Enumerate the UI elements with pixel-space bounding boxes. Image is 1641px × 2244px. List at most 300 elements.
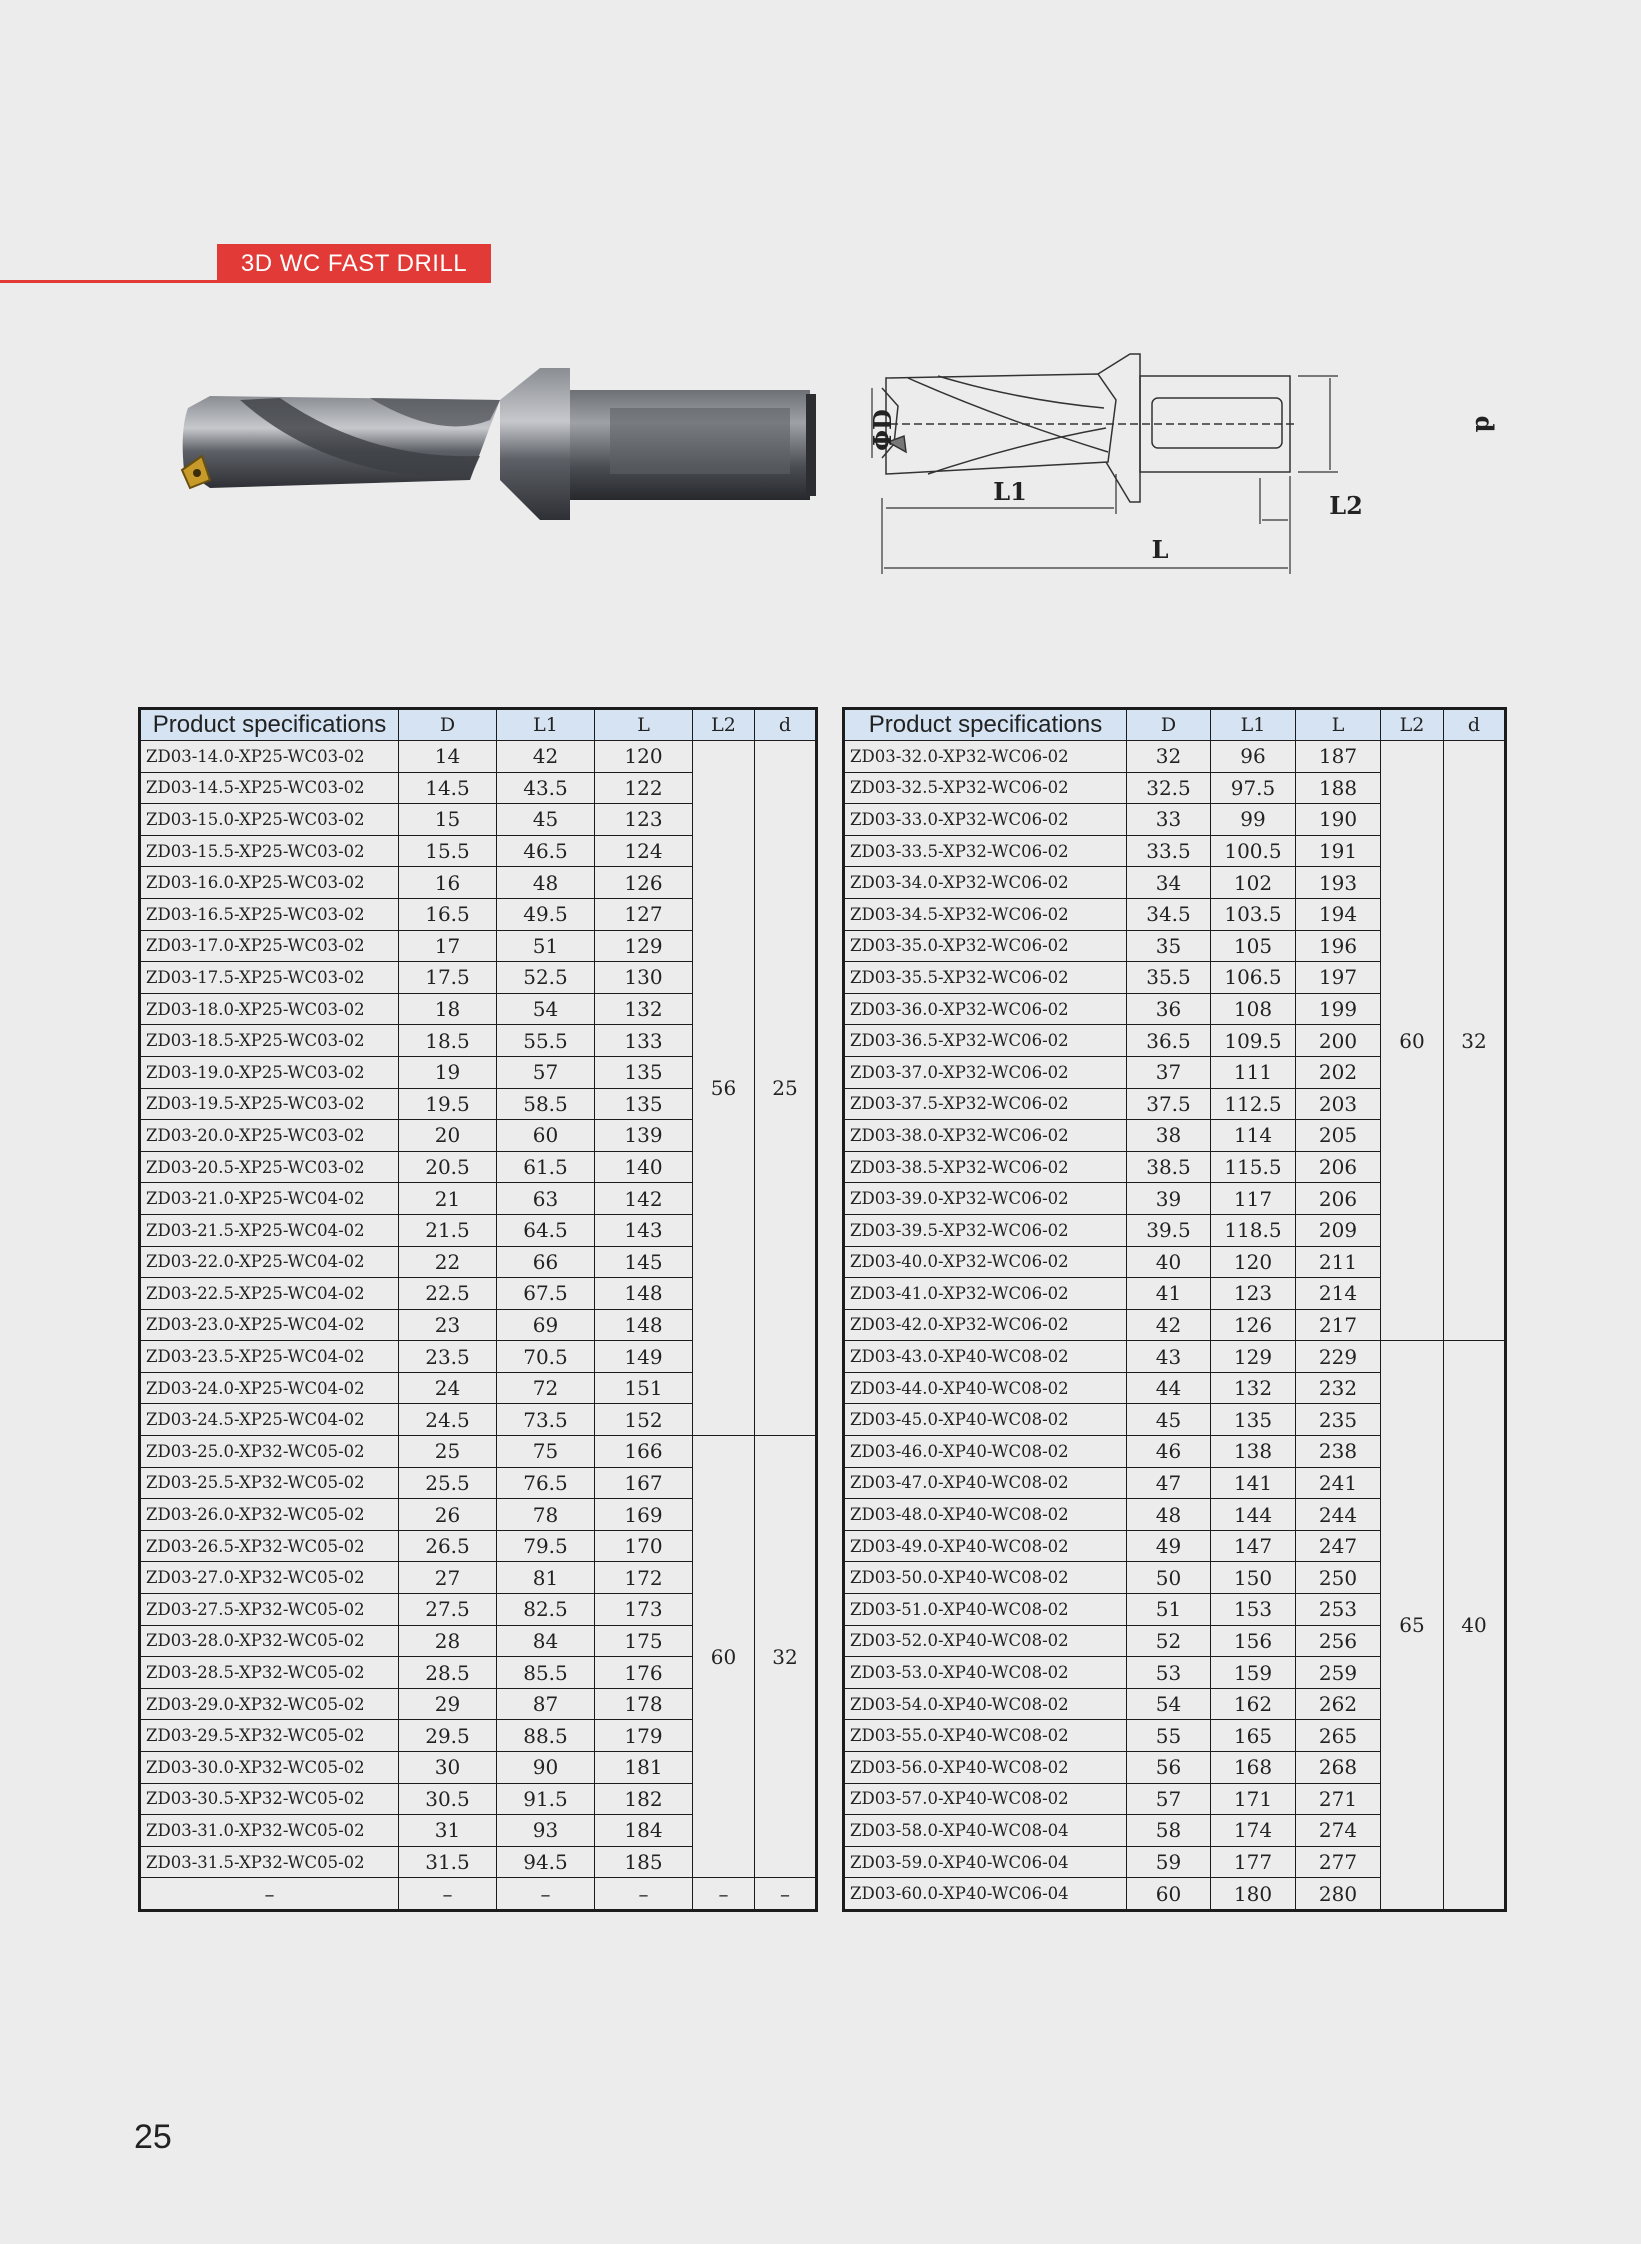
l1-cell: 106.5 (1211, 962, 1296, 994)
l1-cell: 105 (1211, 930, 1296, 962)
l1-cell: 153 (1211, 1594, 1296, 1626)
dash-cell: – (755, 1878, 817, 1911)
spec-cell: ZD03-23.0-XP25-WC04-02 (140, 1309, 399, 1341)
l2-group-cell: 56 (693, 741, 755, 1436)
l1-cell: 112.5 (1211, 1088, 1296, 1120)
l-cell: 126 (595, 867, 693, 899)
spec-cell: ZD03-26.0-XP32-WC05-02 (140, 1499, 399, 1531)
d-cell: 16.5 (399, 898, 497, 930)
l1-cell: 118.5 (1211, 1214, 1296, 1246)
spec-cell: ZD03-21.0-XP25-WC04-02 (140, 1183, 399, 1215)
header-d-shank: d (1444, 709, 1506, 741)
d-cell: 33.5 (1127, 835, 1211, 867)
d-cell: 17 (399, 930, 497, 962)
l-cell: 172 (595, 1562, 693, 1594)
l-cell: 135 (595, 1088, 693, 1120)
l1-cell: 126 (1211, 1309, 1296, 1341)
d-cell: 28.5 (399, 1657, 497, 1689)
spec-cell: ZD03-31.5-XP32-WC05-02 (140, 1846, 399, 1878)
l1-cell: 111 (1211, 1056, 1296, 1088)
l-cell: 217 (1296, 1309, 1381, 1341)
spec-cell: ZD03-39.5-XP32-WC06-02 (844, 1214, 1127, 1246)
l-cell: 170 (595, 1530, 693, 1562)
spec-cell: ZD03-38.5-XP32-WC06-02 (844, 1151, 1127, 1183)
l-cell: 123 (595, 804, 693, 836)
l1-cell: 162 (1211, 1688, 1296, 1720)
spec-cell: ZD03-18.5-XP25-WC03-02 (140, 1025, 399, 1057)
spec-cell: ZD03-48.0-XP40-WC08-02 (844, 1499, 1127, 1531)
d-cell: 36 (1127, 993, 1211, 1025)
d-cell: 29 (399, 1688, 497, 1720)
l1-cell: 69 (497, 1309, 595, 1341)
l1-cell: 171 (1211, 1783, 1296, 1815)
l-cell: 229 (1296, 1341, 1381, 1373)
l1-cell: 42 (497, 741, 595, 773)
spec-cell: ZD03-15.0-XP25-WC03-02 (140, 804, 399, 836)
spec-cell: ZD03-24.0-XP25-WC04-02 (140, 1372, 399, 1404)
spec-cell: ZD03-33.5-XP32-WC06-02 (844, 835, 1127, 867)
dimension-drawing (868, 348, 1508, 588)
l1-cell: 132 (1211, 1372, 1296, 1404)
l1-cell: 91.5 (497, 1783, 595, 1815)
l-cell: 139 (595, 1120, 693, 1152)
l-cell: 206 (1296, 1183, 1381, 1215)
l2-group-cell: 60 (693, 1436, 755, 1878)
spec-cell: ZD03-58.0-XP40-WC08-04 (844, 1815, 1127, 1847)
spec-cell: ZD03-31.0-XP32-WC05-02 (140, 1815, 399, 1847)
d-cell: 24 (399, 1372, 497, 1404)
l1-cell: 102 (1211, 867, 1296, 899)
d-cell: 55 (1127, 1720, 1211, 1752)
l-cell: 178 (595, 1688, 693, 1720)
spec-cell: ZD03-51.0-XP40-WC08-02 (844, 1594, 1127, 1626)
spec-cell: ZD03-60.0-XP40-WC06-04 (844, 1878, 1127, 1911)
l1-cell: 93 (497, 1815, 595, 1847)
spec-table-left (138, 707, 818, 1912)
l1-cell: 49.5 (497, 898, 595, 930)
spec-cell: ZD03-16.0-XP25-WC03-02 (140, 867, 399, 899)
d-cell: 58 (1127, 1815, 1211, 1847)
d-cell: 32 (1127, 741, 1211, 773)
table-header-row (844, 709, 1506, 741)
spec-cell: ZD03-42.0-XP32-WC06-02 (844, 1309, 1127, 1341)
spec-cell: ZD03-24.5-XP25-WC04-02 (140, 1404, 399, 1436)
spec-cell: ZD03-19.5-XP25-WC03-02 (140, 1088, 399, 1120)
l-cell: 181 (595, 1752, 693, 1784)
spec-cell: ZD03-33.0-XP32-WC06-02 (844, 804, 1127, 836)
header-product-specifications: Product specifications (140, 709, 399, 741)
d-cell: 18 (399, 993, 497, 1025)
l1-cell: 54 (497, 993, 595, 1025)
l1-cell: 58.5 (497, 1088, 595, 1120)
d-cell: 15 (399, 804, 497, 836)
d-cell: 41 (1127, 1278, 1211, 1310)
l-cell: 200 (1296, 1025, 1381, 1057)
spec-cell: ZD03-35.5-XP32-WC06-02 (844, 962, 1127, 994)
l-cell: 120 (595, 741, 693, 773)
table-row-empty (140, 1878, 817, 1911)
d-cell: 59 (1127, 1846, 1211, 1878)
d-cell: 34.5 (1127, 898, 1211, 930)
l-cell: 148 (595, 1278, 693, 1310)
d-cell: 29.5 (399, 1720, 497, 1752)
l1-cell: 115.5 (1211, 1151, 1296, 1183)
d-cell: 14.5 (399, 772, 497, 804)
l-cell: 152 (595, 1404, 693, 1436)
l-cell: 130 (595, 962, 693, 994)
d-cell: 15.5 (399, 835, 497, 867)
spec-cell: ZD03-23.5-XP25-WC04-02 (140, 1341, 399, 1373)
spec-cell: ZD03-20.0-XP25-WC03-02 (140, 1120, 399, 1152)
spec-cell: ZD03-16.5-XP25-WC03-02 (140, 898, 399, 930)
page-number: 25 (134, 2118, 172, 2156)
spec-cell: ZD03-40.0-XP32-WC06-02 (844, 1246, 1127, 1278)
l-cell: 247 (1296, 1530, 1381, 1562)
l1-cell: 84 (497, 1625, 595, 1657)
spec-cell: ZD03-14.5-XP25-WC03-02 (140, 772, 399, 804)
l1-cell: 51 (497, 930, 595, 962)
l-cell: 127 (595, 898, 693, 930)
spec-cell: ZD03-41.0-XP32-WC06-02 (844, 1278, 1127, 1310)
l-cell: 173 (595, 1594, 693, 1626)
l1-cell: 103.5 (1211, 898, 1296, 930)
d-cell: 36.5 (1127, 1025, 1211, 1057)
d-cell: 37.5 (1127, 1088, 1211, 1120)
l1-cell: 99 (1211, 804, 1296, 836)
l-cell: 182 (595, 1783, 693, 1815)
l1-cell: 147 (1211, 1530, 1296, 1562)
spec-cell: ZD03-17.0-XP25-WC03-02 (140, 930, 399, 962)
d-cell: 48 (1127, 1499, 1211, 1531)
spec-cell: ZD03-18.0-XP25-WC03-02 (140, 993, 399, 1025)
d-cell: 24.5 (399, 1404, 497, 1436)
l1-cell: 94.5 (497, 1846, 595, 1878)
l1-cell: 64.5 (497, 1214, 595, 1246)
l1-cell: 61.5 (497, 1151, 595, 1183)
l2-group-cell: 60 (1381, 741, 1444, 1341)
dash-cell: – (693, 1878, 755, 1911)
l1-cell: 109.5 (1211, 1025, 1296, 1057)
spec-cell: ZD03-39.0-XP32-WC06-02 (844, 1183, 1127, 1215)
l1-cell: 85.5 (497, 1657, 595, 1689)
spec-cell: ZD03-20.5-XP25-WC03-02 (140, 1151, 399, 1183)
l2-group-cell: 65 (1381, 1341, 1444, 1911)
l-cell: 256 (1296, 1625, 1381, 1657)
d-cell: 21.5 (399, 1214, 497, 1246)
shank-d-group-cell: 25 (755, 741, 817, 1436)
spec-cell: ZD03-44.0-XP40-WC08-02 (844, 1372, 1127, 1404)
d-cell: 43 (1127, 1341, 1211, 1373)
d-cell: 54 (1127, 1688, 1211, 1720)
l1-cell: 141 (1211, 1467, 1296, 1499)
d-cell: 27 (399, 1562, 497, 1594)
d-cell: 20.5 (399, 1151, 497, 1183)
l1-cell: 82.5 (497, 1594, 595, 1626)
l1-cell: 165 (1211, 1720, 1296, 1752)
l1-cell: 159 (1211, 1657, 1296, 1689)
drill-photo (170, 360, 830, 530)
d-cell: 30 (399, 1752, 497, 1784)
header-d-diameter: D (399, 709, 497, 741)
d-cell: 22 (399, 1246, 497, 1278)
d-cell: 39.5 (1127, 1214, 1211, 1246)
l-cell: 214 (1296, 1278, 1381, 1310)
d-cell: 14 (399, 741, 497, 773)
d-cell: 30.5 (399, 1783, 497, 1815)
spec-cell: ZD03-55.0-XP40-WC08-02 (844, 1720, 1127, 1752)
l1-cell: 97.5 (1211, 772, 1296, 804)
l-cell: 253 (1296, 1594, 1381, 1626)
l-cell: 176 (595, 1657, 693, 1689)
l-cell: 205 (1296, 1120, 1381, 1152)
l1-cell: 43.5 (497, 772, 595, 804)
spec-cell: ZD03-45.0-XP40-WC08-02 (844, 1404, 1127, 1436)
l1-cell: 87 (497, 1688, 595, 1720)
spec-cell: ZD03-19.0-XP25-WC03-02 (140, 1056, 399, 1088)
label-l2: L2 (1329, 491, 1363, 520)
spec-cell: ZD03-30.0-XP32-WC05-02 (140, 1752, 399, 1784)
l-cell: 143 (595, 1214, 693, 1246)
d-cell: 20 (399, 1120, 497, 1152)
spec-cell: ZD03-27.0-XP32-WC05-02 (140, 1562, 399, 1594)
l-cell: 202 (1296, 1056, 1381, 1088)
l1-cell: 96 (1211, 741, 1296, 773)
l1-cell: 67.5 (497, 1278, 595, 1310)
header-l2: L2 (693, 709, 755, 741)
l-cell: 268 (1296, 1752, 1381, 1784)
label-d: d (1470, 415, 1499, 433)
l1-cell: 46.5 (497, 835, 595, 867)
l1-cell: 48 (497, 867, 595, 899)
spec-cell: ZD03-28.0-XP32-WC05-02 (140, 1625, 399, 1657)
d-cell: 57 (1127, 1783, 1211, 1815)
l-cell: 129 (595, 930, 693, 962)
d-cell: 46 (1127, 1436, 1211, 1468)
l-cell: 206 (1296, 1151, 1381, 1183)
header-l: L (1296, 709, 1381, 741)
table-row (140, 1436, 817, 1468)
l-cell: 132 (595, 993, 693, 1025)
d-cell: 19 (399, 1056, 497, 1088)
l-cell: 190 (1296, 804, 1381, 836)
spec-cell: ZD03-43.0-XP40-WC08-02 (844, 1341, 1127, 1373)
spec-table-right (842, 707, 1507, 1912)
l-cell: 238 (1296, 1436, 1381, 1468)
l1-cell: 123 (1211, 1278, 1296, 1310)
header-l: L (595, 709, 693, 741)
table-row (140, 741, 817, 773)
l1-cell: 45 (497, 804, 595, 836)
l1-cell: 75 (497, 1436, 595, 1468)
spec-cell: ZD03-36.0-XP32-WC06-02 (844, 993, 1127, 1025)
l1-cell: 120 (1211, 1246, 1296, 1278)
d-cell: 39 (1127, 1183, 1211, 1215)
l-cell: 274 (1296, 1815, 1381, 1847)
l-cell: 280 (1296, 1878, 1381, 1911)
d-cell: 19.5 (399, 1088, 497, 1120)
header-l1: L1 (497, 709, 595, 741)
d-cell: 49 (1127, 1530, 1211, 1562)
l1-cell: 135 (1211, 1404, 1296, 1436)
l-cell: 135 (595, 1056, 693, 1088)
l-cell: 241 (1296, 1467, 1381, 1499)
d-cell: 47 (1127, 1467, 1211, 1499)
l1-cell: 144 (1211, 1499, 1296, 1531)
l1-cell: 66 (497, 1246, 595, 1278)
spec-cell: ZD03-47.0-XP40-WC08-02 (844, 1467, 1127, 1499)
shank-d-group-cell: 32 (1444, 741, 1506, 1341)
l-cell: 145 (595, 1246, 693, 1278)
header-d-shank: d (755, 709, 817, 741)
table-header-row (140, 709, 817, 741)
l-cell: 244 (1296, 1499, 1381, 1531)
spec-cell: ZD03-25.5-XP32-WC05-02 (140, 1467, 399, 1499)
l-cell: 142 (595, 1183, 693, 1215)
spec-cell: ZD03-22.5-XP25-WC04-02 (140, 1278, 399, 1310)
d-cell: 31.5 (399, 1846, 497, 1878)
l-cell: 169 (595, 1499, 693, 1531)
d-cell: 16 (399, 867, 497, 899)
spec-cell: ZD03-28.5-XP32-WC05-02 (140, 1657, 399, 1689)
l1-cell: 150 (1211, 1562, 1296, 1594)
label-l1: L1 (993, 477, 1027, 506)
l-cell: 166 (595, 1436, 693, 1468)
l-cell: 188 (1296, 772, 1381, 804)
spec-cell: ZD03-27.5-XP32-WC05-02 (140, 1594, 399, 1626)
d-cell: 23 (399, 1309, 497, 1341)
spec-cell: ZD03-30.5-XP32-WC05-02 (140, 1783, 399, 1815)
l-cell: 148 (595, 1309, 693, 1341)
l-cell: 209 (1296, 1214, 1381, 1246)
l1-cell: 177 (1211, 1846, 1296, 1878)
l1-cell: 156 (1211, 1625, 1296, 1657)
spec-cell: ZD03-29.0-XP32-WC05-02 (140, 1688, 399, 1720)
l1-cell: 52.5 (497, 962, 595, 994)
d-cell: 17.5 (399, 962, 497, 994)
l-cell: 194 (1296, 898, 1381, 930)
d-cell: 35.5 (1127, 962, 1211, 994)
dash-cell: – (140, 1878, 399, 1911)
spec-cell: ZD03-22.0-XP25-WC04-02 (140, 1246, 399, 1278)
section-tag: 3D WC FAST DRILL (217, 244, 491, 283)
l1-cell: 81 (497, 1562, 595, 1594)
l-cell: 193 (1296, 867, 1381, 899)
header-l1: L1 (1211, 709, 1296, 741)
d-cell: 21 (399, 1183, 497, 1215)
spec-cell: ZD03-36.5-XP32-WC06-02 (844, 1025, 1127, 1057)
d-cell: 35 (1127, 930, 1211, 962)
spec-cell: ZD03-56.0-XP40-WC08-02 (844, 1752, 1127, 1784)
d-cell: 33 (1127, 804, 1211, 836)
l1-cell: 180 (1211, 1878, 1296, 1911)
d-cell: 56 (1127, 1752, 1211, 1784)
l1-cell: 76.5 (497, 1467, 595, 1499)
d-cell: 51 (1127, 1594, 1211, 1626)
spec-cell: ZD03-32.0-XP32-WC06-02 (844, 741, 1127, 773)
l1-cell: 63 (497, 1183, 595, 1215)
l1-cell: 174 (1211, 1815, 1296, 1847)
d-cell: 22.5 (399, 1278, 497, 1310)
l1-cell: 114 (1211, 1120, 1296, 1152)
d-cell: 23.5 (399, 1341, 497, 1373)
spec-cell: ZD03-34.5-XP32-WC06-02 (844, 898, 1127, 930)
l1-cell: 88.5 (497, 1720, 595, 1752)
l-cell: 191 (1296, 835, 1381, 867)
d-cell: 42 (1127, 1309, 1211, 1341)
l1-cell: 168 (1211, 1752, 1296, 1784)
l-cell: 185 (595, 1846, 693, 1878)
d-cell: 34 (1127, 867, 1211, 899)
spec-cell: ZD03-57.0-XP40-WC08-02 (844, 1783, 1127, 1815)
l-cell: 232 (1296, 1372, 1381, 1404)
spec-cell: ZD03-52.0-XP40-WC08-02 (844, 1625, 1127, 1657)
spec-cell: ZD03-37.5-XP32-WC06-02 (844, 1088, 1127, 1120)
l-cell: 271 (1296, 1783, 1381, 1815)
l-cell: 133 (595, 1025, 693, 1057)
table-row (844, 1341, 1506, 1373)
d-cell: 37 (1127, 1056, 1211, 1088)
spec-cell: ZD03-54.0-XP40-WC08-02 (844, 1688, 1127, 1720)
l1-cell: 100.5 (1211, 835, 1296, 867)
d-cell: 38 (1127, 1120, 1211, 1152)
l1-cell: 108 (1211, 993, 1296, 1025)
spec-cell: ZD03-59.0-XP40-WC06-04 (844, 1846, 1127, 1878)
spec-cell: ZD03-37.0-XP32-WC06-02 (844, 1056, 1127, 1088)
l-cell: 203 (1296, 1088, 1381, 1120)
d-cell: 53 (1127, 1657, 1211, 1689)
d-cell: 50 (1127, 1562, 1211, 1594)
d-cell: 38.5 (1127, 1151, 1211, 1183)
l-cell: 262 (1296, 1688, 1381, 1720)
l-cell: 140 (595, 1151, 693, 1183)
d-cell: 52 (1127, 1625, 1211, 1657)
label-phid: ΦD (868, 409, 897, 451)
shank-d-group-cell: 40 (1444, 1341, 1506, 1911)
table-body-right (844, 741, 1506, 1911)
l-cell: 179 (595, 1720, 693, 1752)
d-cell: 25.5 (399, 1467, 497, 1499)
spec-cell: ZD03-34.0-XP32-WC06-02 (844, 867, 1127, 899)
l1-cell: 129 (1211, 1341, 1296, 1373)
spec-cell: ZD03-29.5-XP32-WC05-02 (140, 1720, 399, 1752)
l1-cell: 73.5 (497, 1404, 595, 1436)
l-cell: 167 (595, 1467, 693, 1499)
table-body-left (140, 741, 817, 1911)
l-cell: 187 (1296, 741, 1381, 773)
spec-cell: ZD03-35.0-XP32-WC06-02 (844, 930, 1127, 962)
d-cell: 25 (399, 1436, 497, 1468)
l-cell: 250 (1296, 1562, 1381, 1594)
d-cell: 18.5 (399, 1025, 497, 1057)
l-cell: 175 (595, 1625, 693, 1657)
d-cell: 26.5 (399, 1530, 497, 1562)
l-cell: 149 (595, 1341, 693, 1373)
l-cell: 277 (1296, 1846, 1381, 1878)
l1-cell: 57 (497, 1056, 595, 1088)
spec-cell: ZD03-32.5-XP32-WC06-02 (844, 772, 1127, 804)
spec-cell: ZD03-25.0-XP32-WC05-02 (140, 1436, 399, 1468)
d-cell: 60 (1127, 1878, 1211, 1911)
l1-cell: 79.5 (497, 1530, 595, 1562)
l1-cell: 138 (1211, 1436, 1296, 1468)
shank-d-group-cell: 32 (755, 1436, 817, 1878)
d-cell: 45 (1127, 1404, 1211, 1436)
l-cell: 122 (595, 772, 693, 804)
l-cell: 184 (595, 1815, 693, 1847)
l1-cell: 90 (497, 1752, 595, 1784)
spec-cell: ZD03-38.0-XP32-WC06-02 (844, 1120, 1127, 1152)
d-cell: 44 (1127, 1372, 1211, 1404)
